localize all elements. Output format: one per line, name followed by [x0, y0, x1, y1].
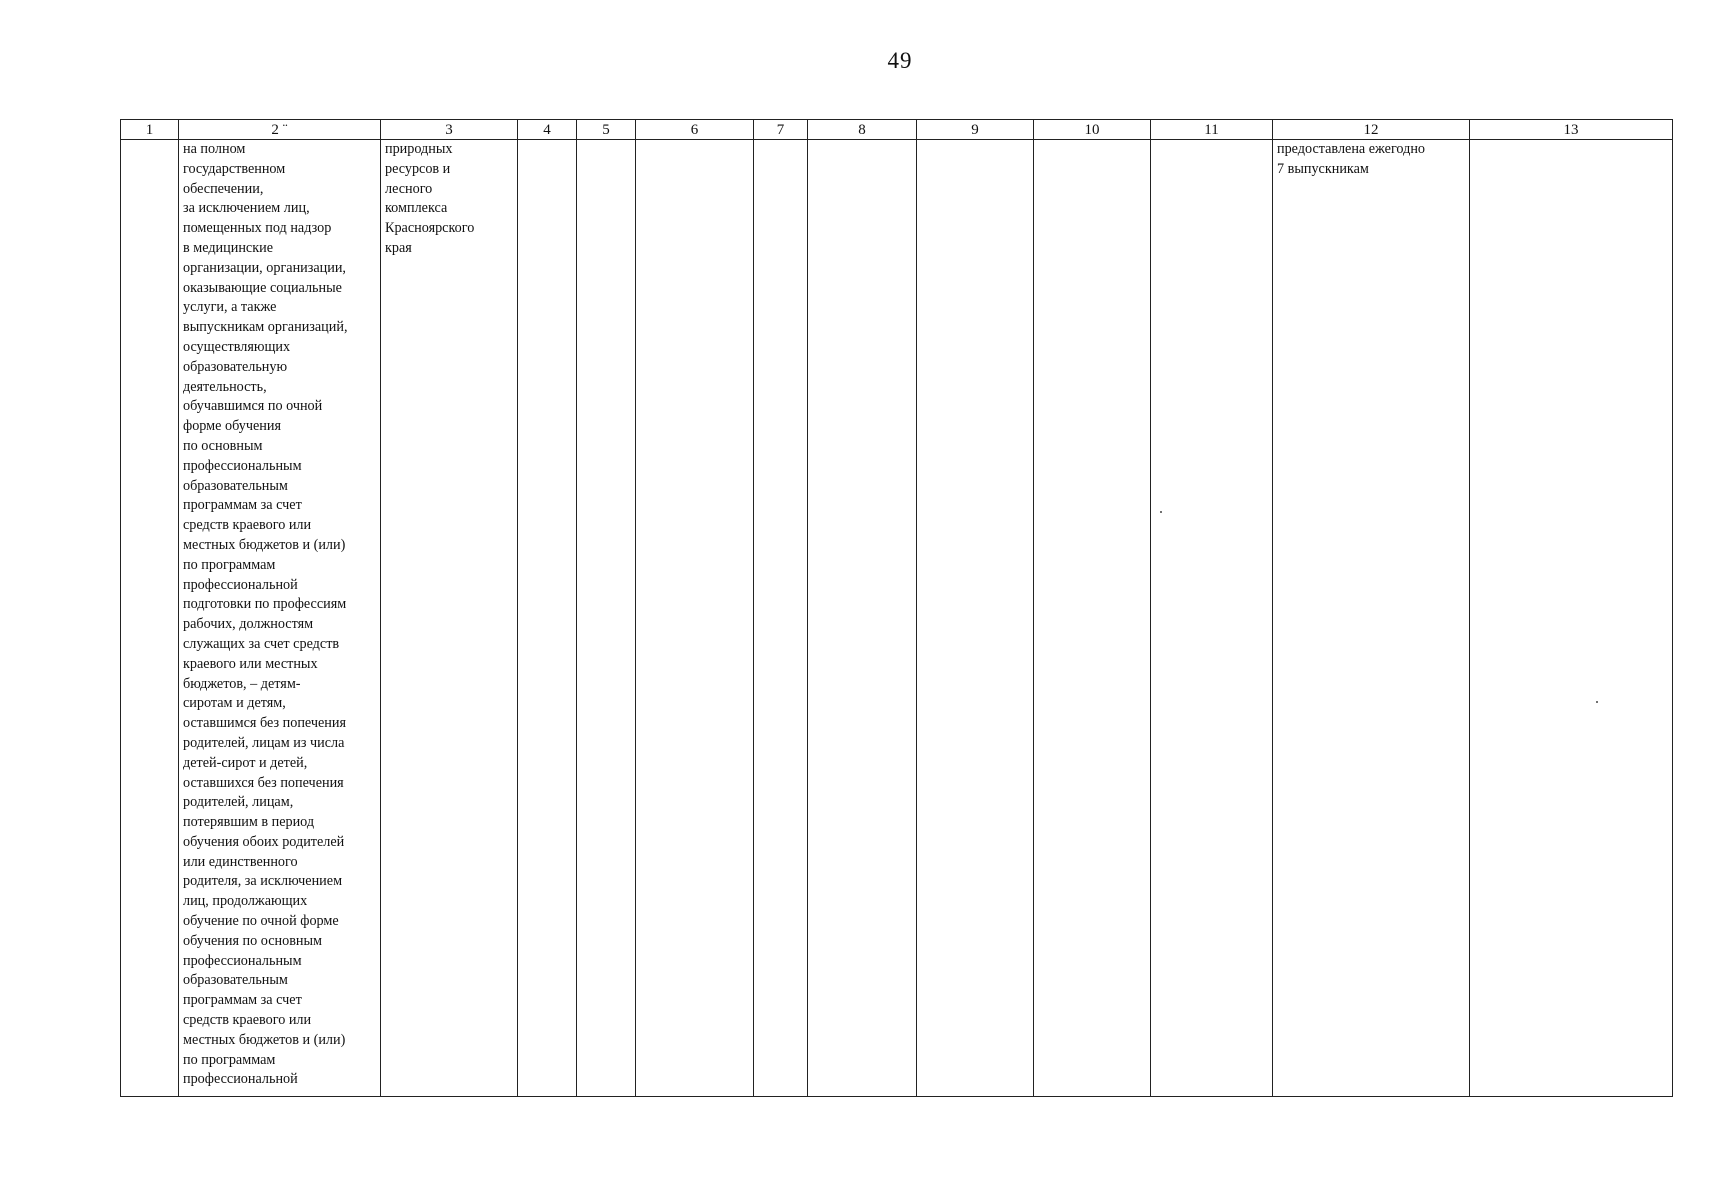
- header-cell-5: 5: [577, 120, 636, 140]
- cell-col12-text: предоставлена ежегодно 7 выпускникам: [1277, 141, 1426, 177]
- scan-speck: [1596, 701, 1598, 703]
- header-cell-1: 1: [121, 120, 179, 140]
- header-row: [121, 120, 1673, 140]
- cell-col13: [1470, 140, 1673, 1097]
- cell-col7: [754, 140, 808, 1097]
- cell-col9: [917, 140, 1034, 1097]
- scan-speck: [1160, 511, 1162, 513]
- header-cell-12: 12: [1273, 120, 1470, 140]
- cell-col10: [1034, 140, 1151, 1097]
- header-cell-8: 8: [808, 120, 917, 140]
- header-cell-10: 10: [1034, 120, 1151, 140]
- header-cell-13: 13: [1470, 120, 1673, 140]
- cell-col3-text: природных ресурсов и лесного комплекса Красноярского края: [385, 141, 475, 256]
- cell-col8: [808, 140, 917, 1097]
- cell-col6: [636, 140, 754, 1097]
- header-cell-9: 9: [917, 120, 1034, 140]
- header-cell-4: 4: [518, 120, 577, 140]
- page-number: 49: [887, 48, 913, 73]
- cell-col12: [1273, 140, 1470, 1097]
- table-row: [121, 140, 1673, 1097]
- cell-col2: [179, 140, 381, 1097]
- cell-col11: [1151, 140, 1273, 1097]
- cell-col1: [121, 140, 179, 1097]
- cell-col2-text: на полном государственном обеспечении, за исключением лиц, помещенных под надзор в медицинские организации, организации, оказывающие социальные услуги, а также выпускникам организаций, осуществляющих образовательную деятельность, обучавшимся по очной форме обучения по основным профессиональным образовательным программам за счет средств краевого или местных бюджетов и (или) по программам профессиональной подготовки по профессиям рабочих, должностям служащих за счет средств краевого или местных бюджетов, – детям- сиротам и детям, оставшимся без попечения родителей, лицам из числа детей-сирот и детей, оставшихся без попечения родителей, лицам, потерявшим в период обучения обоих родителей или единственного родителя, за исключением лиц, продолжающих обучение по очной форме обучения по основным профессиональным образовательным программам за счет средств краевого или местных бюджетов и (или) по программам профессиональной: [183, 141, 348, 1088]
- header-cell-3: 3: [381, 120, 518, 140]
- cell-col3: [381, 140, 518, 1097]
- cell-col5: [577, 140, 636, 1097]
- header-cell-2: 2 ¨: [179, 120, 381, 140]
- header-cell-7: 7: [754, 120, 808, 140]
- cell-col4: [518, 140, 577, 1097]
- header-cell-11: 11: [1151, 120, 1273, 140]
- header-cell-6: 6: [636, 120, 754, 140]
- program-table: [120, 119, 1673, 1097]
